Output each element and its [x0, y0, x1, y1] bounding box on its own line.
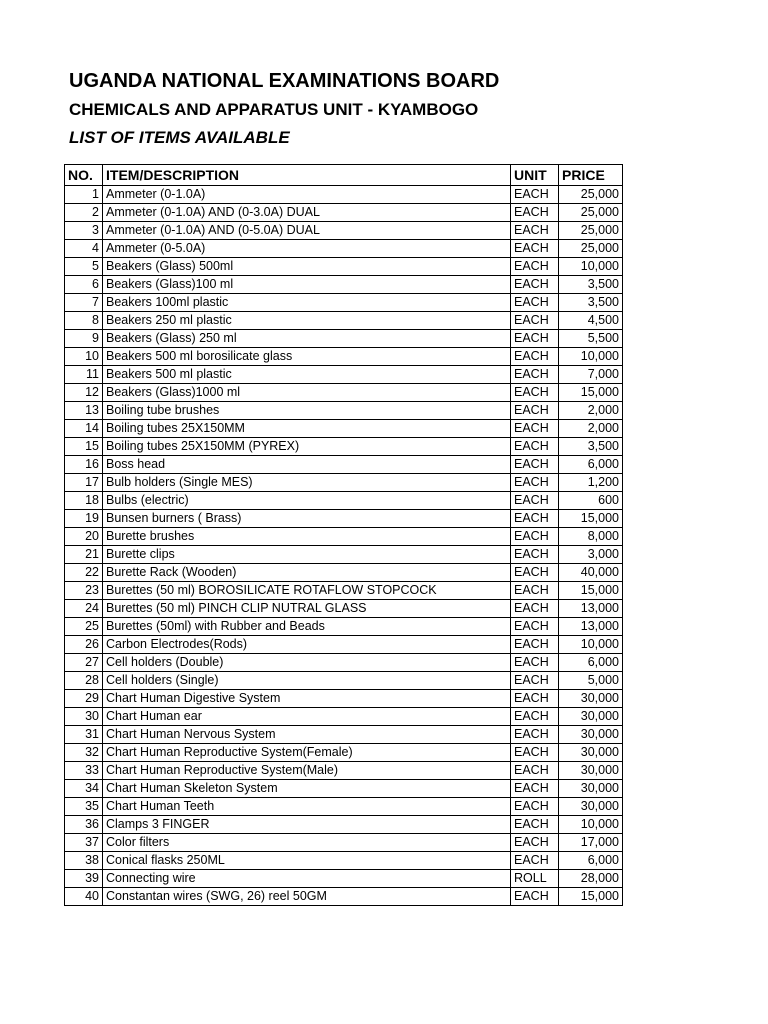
item-number: 22 [65, 564, 103, 582]
item-price: 13,000 [559, 618, 623, 636]
item-description: Burettes (50ml) with Rubber and Beads [103, 618, 511, 636]
item-price: 7,000 [559, 366, 623, 384]
item-price: 3,000 [559, 546, 623, 564]
table-row [65, 726, 623, 744]
item-price: 40,000 [559, 564, 623, 582]
item-price: 10,000 [559, 636, 623, 654]
document-header [69, 66, 499, 152]
table-row [65, 222, 623, 240]
item-price: 3,500 [559, 294, 623, 312]
item-price: 30,000 [559, 798, 623, 816]
item-description: Chart Human Teeth [103, 798, 511, 816]
item-price: 25,000 [559, 240, 623, 258]
table-row [65, 330, 623, 348]
item-description: Beakers (Glass)1000 ml [103, 384, 511, 402]
table-row [65, 582, 623, 600]
table-row [65, 384, 623, 402]
item-number: 34 [65, 780, 103, 798]
table-row [65, 870, 623, 888]
item-unit: EACH [511, 852, 559, 870]
item-number: 1 [65, 186, 103, 204]
item-unit: EACH [511, 600, 559, 618]
item-price: 5,000 [559, 672, 623, 690]
item-price: 10,000 [559, 348, 623, 366]
table-row [65, 564, 623, 582]
item-price: 6,000 [559, 852, 623, 870]
item-description: Conical flasks 250ML [103, 852, 511, 870]
item-price: 25,000 [559, 204, 623, 222]
item-number: 2 [65, 204, 103, 222]
item-price: 2,000 [559, 402, 623, 420]
item-unit: EACH [511, 330, 559, 348]
item-unit: EACH [511, 546, 559, 564]
item-unit: EACH [511, 654, 559, 672]
item-price: 30,000 [559, 690, 623, 708]
item-description: Chart Human Reproductive System(Male) [103, 762, 511, 780]
item-description: Chart Human Skeleton System [103, 780, 511, 798]
item-unit: EACH [511, 798, 559, 816]
list-caption: LIST OF ITEMS AVAILABLE [69, 128, 290, 147]
item-description: Connecting wire [103, 870, 511, 888]
table-row [65, 204, 623, 222]
table-row [65, 492, 623, 510]
item-description: Beakers 100ml plastic [103, 294, 511, 312]
table-row [65, 690, 623, 708]
item-unit: EACH [511, 258, 559, 276]
table-row [65, 780, 623, 798]
table-row [65, 618, 623, 636]
item-description: Bulbs (electric) [103, 492, 511, 510]
item-description: Beakers 500 ml plastic [103, 366, 511, 384]
item-description: Constantan wires (SWG, 26) reel 50GM [103, 888, 511, 906]
item-number: 25 [65, 618, 103, 636]
item-number: 19 [65, 510, 103, 528]
table-row [65, 438, 623, 456]
item-number: 35 [65, 798, 103, 816]
item-description: Burettes (50 ml) BOROSILICATE ROTAFLOW STOPCOCK [103, 582, 511, 600]
item-number: 27 [65, 654, 103, 672]
item-price: 30,000 [559, 708, 623, 726]
item-unit: EACH [511, 690, 559, 708]
item-number: 15 [65, 438, 103, 456]
item-description: Chart Human Digestive System [103, 690, 511, 708]
item-number: 13 [65, 402, 103, 420]
table-row [65, 888, 623, 906]
item-description: Beakers (Glass) 250 ml [103, 330, 511, 348]
item-number: 29 [65, 690, 103, 708]
table-row [65, 366, 623, 384]
item-number: 8 [65, 312, 103, 330]
item-unit: EACH [511, 780, 559, 798]
item-unit: EACH [511, 438, 559, 456]
table-row [65, 816, 623, 834]
item-number: 5 [65, 258, 103, 276]
item-description: Beakers 500 ml borosilicate glass [103, 348, 511, 366]
item-number: 37 [65, 834, 103, 852]
table-row [65, 834, 623, 852]
table-row [65, 762, 623, 780]
item-description: Cell holders (Single) [103, 672, 511, 690]
item-unit: EACH [511, 834, 559, 852]
item-unit: EACH [511, 492, 559, 510]
table-row [65, 528, 623, 546]
document-subtitle: CHEMICALS AND APPARATUS UNIT - KYAMBOGO [69, 100, 479, 119]
item-price: 1,200 [559, 474, 623, 492]
item-description: Color filters [103, 834, 511, 852]
item-price: 13,000 [559, 600, 623, 618]
item-unit: EACH [511, 528, 559, 546]
table-row [65, 744, 623, 762]
item-number: 10 [65, 348, 103, 366]
item-number: 32 [65, 744, 103, 762]
item-description: Boiling tubes 25X150MM (PYREX) [103, 438, 511, 456]
item-number: 38 [65, 852, 103, 870]
table-row [65, 672, 623, 690]
items-table [64, 164, 623, 906]
item-description: Ammeter (0-1.0A) AND (0-3.0A) DUAL [103, 204, 511, 222]
item-description: Boiling tube brushes [103, 402, 511, 420]
item-price: 30,000 [559, 744, 623, 762]
item-price: 28,000 [559, 870, 623, 888]
item-unit: EACH [511, 420, 559, 438]
table-row [65, 402, 623, 420]
item-unit: EACH [511, 708, 559, 726]
item-unit: EACH [511, 384, 559, 402]
item-unit: EACH [511, 726, 559, 744]
table-row [65, 852, 623, 870]
item-description: Chart Human ear [103, 708, 511, 726]
item-price: 5,500 [559, 330, 623, 348]
item-price: 30,000 [559, 780, 623, 798]
item-description: Bulb holders (Single MES) [103, 474, 511, 492]
item-description: Boiling tubes 25X150MM [103, 420, 511, 438]
table-row [65, 186, 623, 204]
item-unit: EACH [511, 204, 559, 222]
item-number: 9 [65, 330, 103, 348]
item-number: 18 [65, 492, 103, 510]
item-description: Boss head [103, 456, 511, 474]
item-number: 33 [65, 762, 103, 780]
table-row [65, 456, 623, 474]
table-row [65, 654, 623, 672]
item-unit: EACH [511, 564, 559, 582]
item-unit: EACH [511, 888, 559, 906]
item-price: 10,000 [559, 816, 623, 834]
item-description: Carbon Electrodes(Rods) [103, 636, 511, 654]
item-price: 15,000 [559, 582, 623, 600]
item-description: Chart Human Nervous System [103, 726, 511, 744]
item-price: 3,500 [559, 438, 623, 456]
column-header-unit: UNIT [511, 165, 559, 186]
table-row [65, 708, 623, 726]
item-price: 2,000 [559, 420, 623, 438]
item-description: Beakers 250 ml plastic [103, 312, 511, 330]
item-unit: EACH [511, 348, 559, 366]
item-unit: EACH [511, 474, 559, 492]
item-price: 8,000 [559, 528, 623, 546]
item-number: 3 [65, 222, 103, 240]
column-header-item: ITEM/DESCRIPTION [103, 165, 511, 186]
item-unit: EACH [511, 294, 559, 312]
item-unit: EACH [511, 186, 559, 204]
table-row [65, 420, 623, 438]
item-price: 30,000 [559, 726, 623, 744]
item-unit: EACH [511, 510, 559, 528]
item-unit: EACH [511, 816, 559, 834]
item-number: 40 [65, 888, 103, 906]
column-header-price: PRICE [559, 165, 623, 186]
item-unit: EACH [511, 456, 559, 474]
item-number: 39 [65, 870, 103, 888]
item-price: 6,000 [559, 456, 623, 474]
item-description: Cell holders (Double) [103, 654, 511, 672]
item-unit: EACH [511, 618, 559, 636]
item-price: 3,500 [559, 276, 623, 294]
table-header-row [65, 165, 623, 186]
item-description: Beakers (Glass)100 ml [103, 276, 511, 294]
item-description: Clamps 3 FINGER [103, 816, 511, 834]
item-description: Ammeter (0-1.0A) AND (0-5.0A) DUAL [103, 222, 511, 240]
item-description: Beakers (Glass) 500ml [103, 258, 511, 276]
item-unit: ROLL [511, 870, 559, 888]
item-price: 6,000 [559, 654, 623, 672]
item-description: Burette clips [103, 546, 511, 564]
item-unit: EACH [511, 672, 559, 690]
item-description: Ammeter (0-1.0A) [103, 186, 511, 204]
table-row [65, 348, 623, 366]
table-row [65, 294, 623, 312]
item-number: 12 [65, 384, 103, 402]
item-description: Burettes (50 ml) PINCH CLIP NUTRAL GLASS [103, 600, 511, 618]
item-price: 25,000 [559, 222, 623, 240]
item-description: Burette Rack (Wooden) [103, 564, 511, 582]
table-row [65, 312, 623, 330]
item-price: 25,000 [559, 186, 623, 204]
table-row [65, 240, 623, 258]
item-unit: EACH [511, 312, 559, 330]
item-unit: EACH [511, 276, 559, 294]
item-number: 7 [65, 294, 103, 312]
table-row [65, 600, 623, 618]
item-description: Burette brushes [103, 528, 511, 546]
item-unit: EACH [511, 582, 559, 600]
item-number: 31 [65, 726, 103, 744]
item-number: 4 [65, 240, 103, 258]
item-price: 15,000 [559, 510, 623, 528]
item-number: 17 [65, 474, 103, 492]
item-number: 6 [65, 276, 103, 294]
table-row [65, 276, 623, 294]
document-title: UGANDA NATIONAL EXAMINATIONS BOARD [69, 70, 500, 92]
item-number: 30 [65, 708, 103, 726]
table-row [65, 636, 623, 654]
column-header-no: NO. [65, 165, 103, 186]
item-number: 23 [65, 582, 103, 600]
item-description: Chart Human Reproductive System(Female) [103, 744, 511, 762]
item-number: 24 [65, 600, 103, 618]
item-price: 10,000 [559, 258, 623, 276]
item-number: 36 [65, 816, 103, 834]
table-row [65, 510, 623, 528]
item-number: 20 [65, 528, 103, 546]
item-price: 17,000 [559, 834, 623, 852]
item-number: 28 [65, 672, 103, 690]
item-unit: EACH [511, 222, 559, 240]
item-price: 15,000 [559, 888, 623, 906]
item-number: 11 [65, 366, 103, 384]
item-unit: EACH [511, 402, 559, 420]
item-number: 16 [65, 456, 103, 474]
item-unit: EACH [511, 240, 559, 258]
item-description: Bunsen burners ( Brass) [103, 510, 511, 528]
item-unit: EACH [511, 366, 559, 384]
item-number: 26 [65, 636, 103, 654]
item-price: 30,000 [559, 762, 623, 780]
item-price: 15,000 [559, 384, 623, 402]
table-row [65, 258, 623, 276]
item-number: 14 [65, 420, 103, 438]
item-description: Ammeter (0-5.0A) [103, 240, 511, 258]
item-unit: EACH [511, 636, 559, 654]
item-unit: EACH [511, 744, 559, 762]
item-price: 4,500 [559, 312, 623, 330]
item-unit: EACH [511, 762, 559, 780]
table-row [65, 546, 623, 564]
item-price: 600 [559, 492, 623, 510]
item-number: 21 [65, 546, 103, 564]
table-row [65, 474, 623, 492]
table-row [65, 798, 623, 816]
